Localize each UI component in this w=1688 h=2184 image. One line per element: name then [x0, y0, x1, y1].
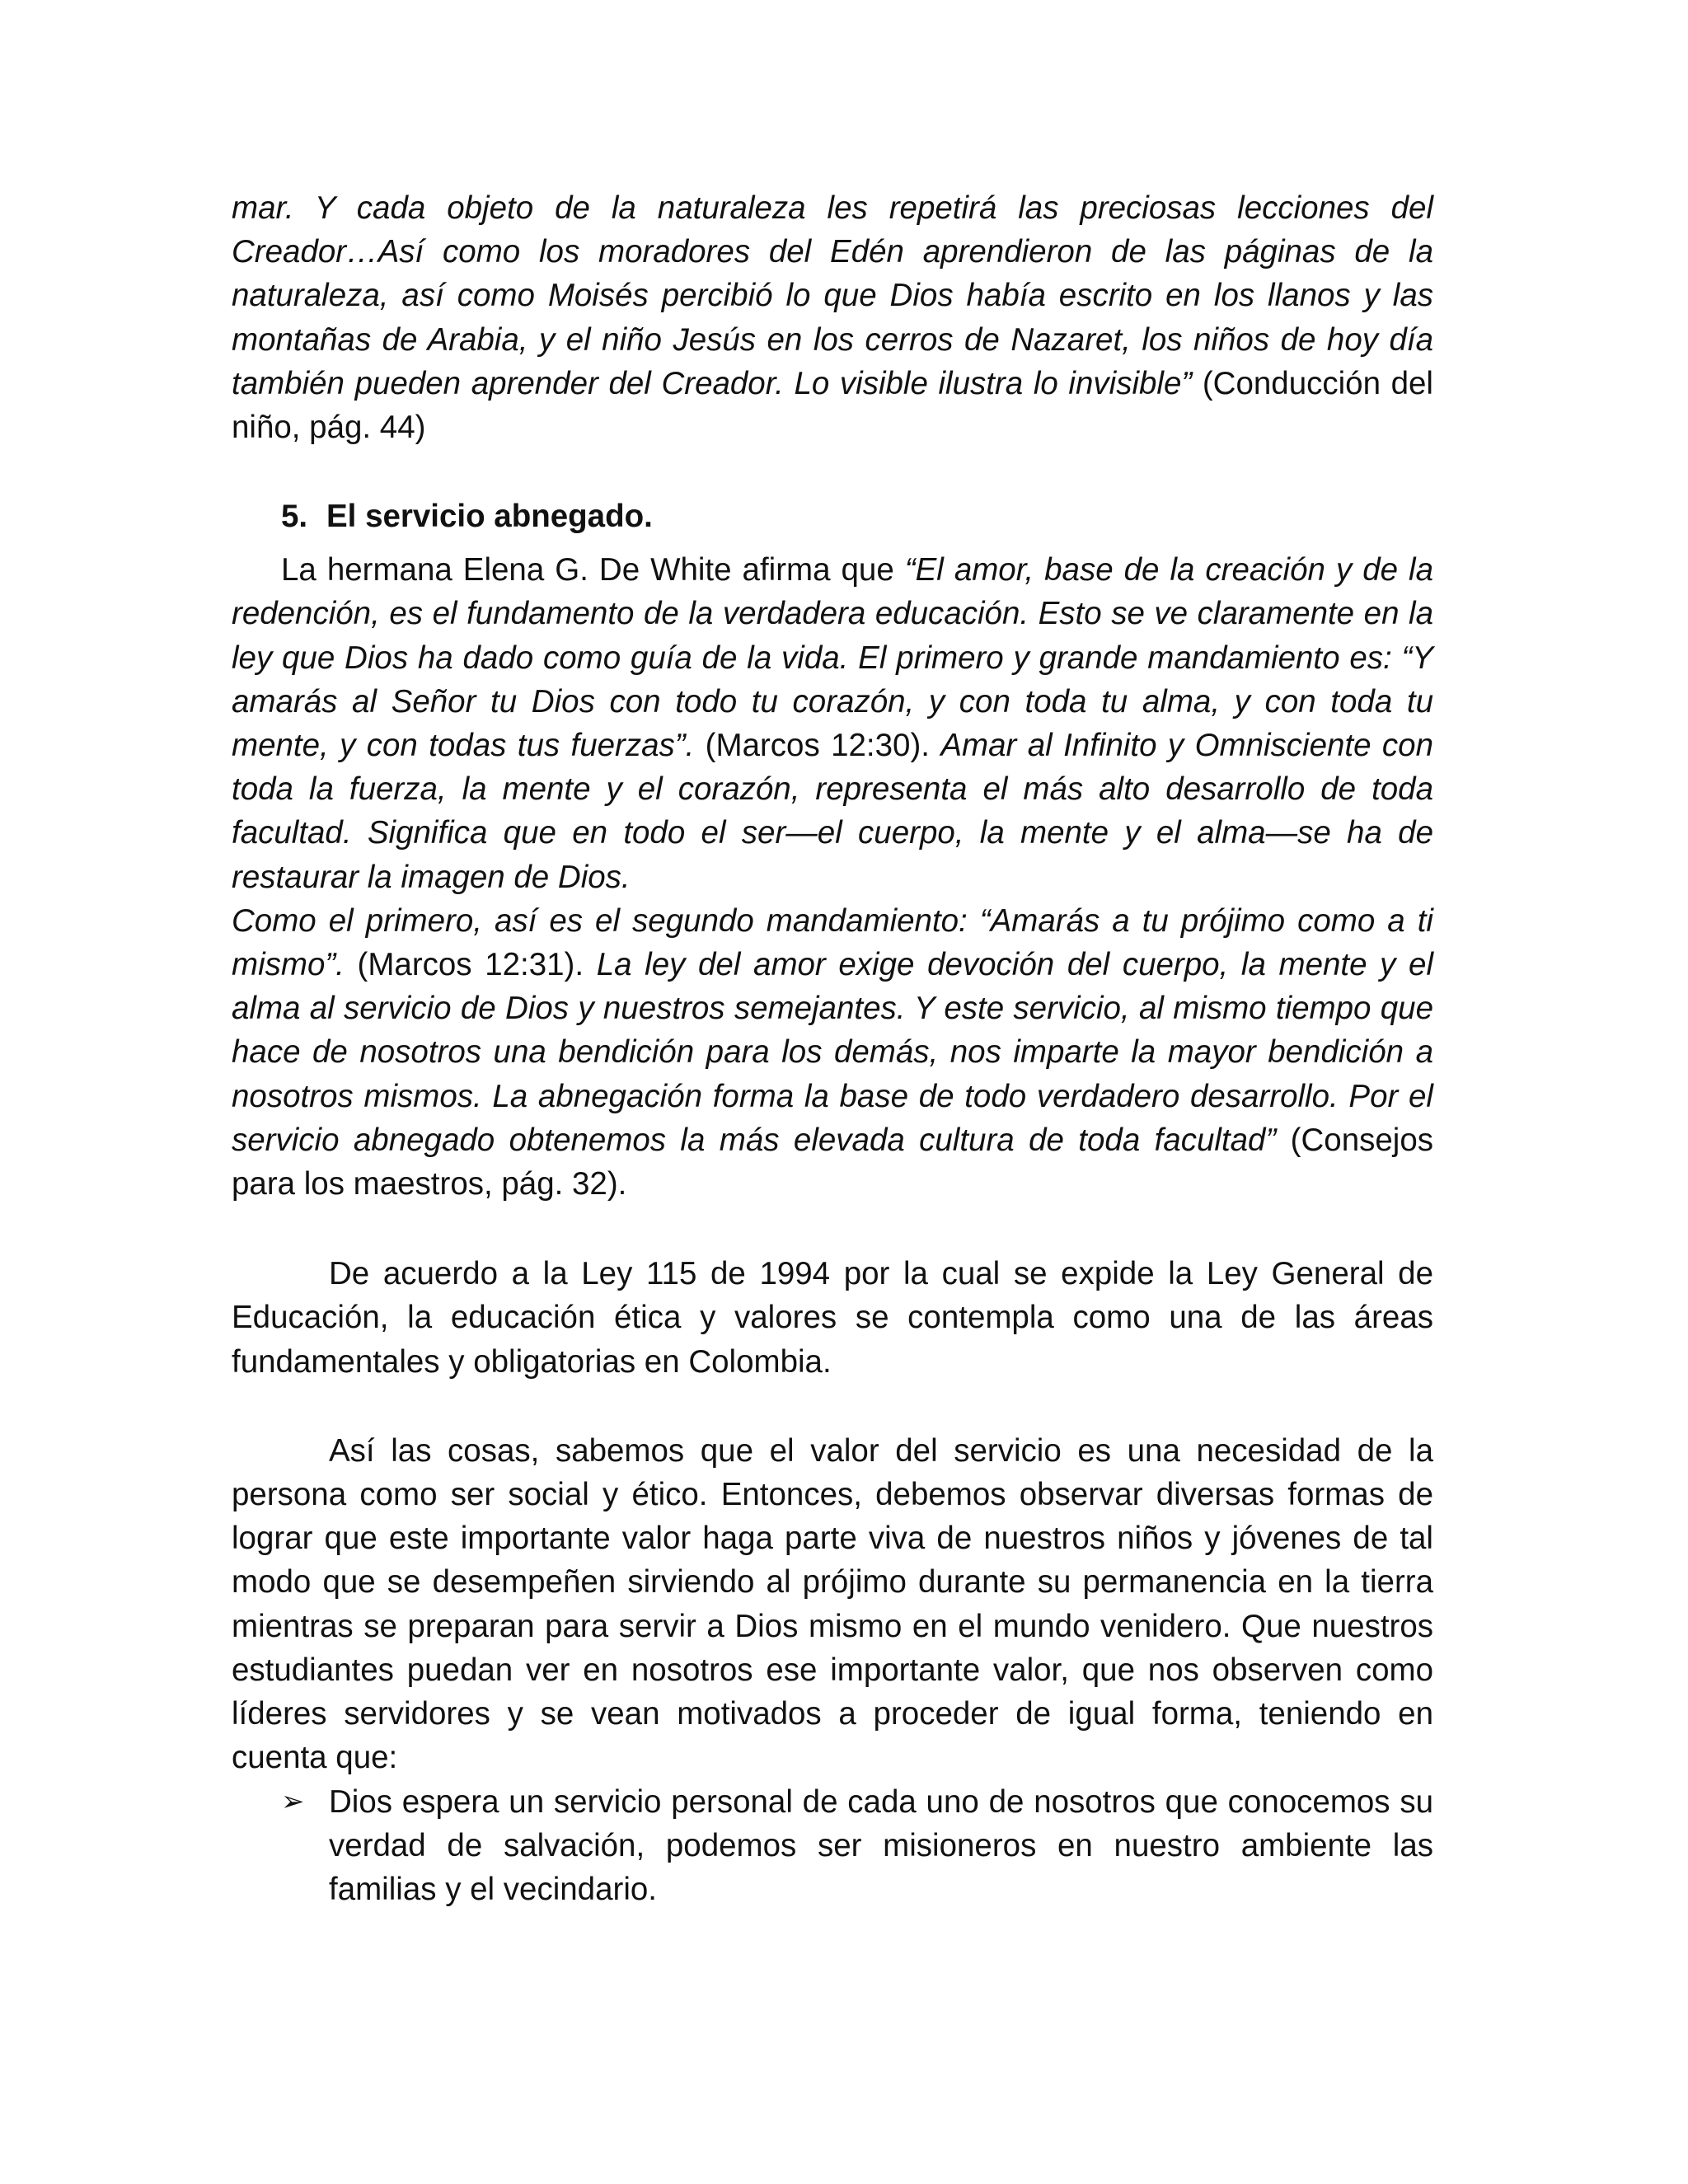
page-content [232, 186, 1433, 1911]
white-lead: La hermana Elena G. De White afirma que [281, 552, 905, 588]
list-item-text: Dios espera un servicio personal de cada uno de nosotros que conocemos su verdad de salvación, podemos ser misioneros en nuestro ambiente las familias y el vecindario. [329, 1783, 1433, 1907]
second-quote-2: La ley del amor exige devoción del cuerpo, la mente y el alma al servicio de Dios y nuestros semejantes. Y este servicio, al mismo tiempo que hace de nosotros una bendición para los demás, nos imparte la mayor bendición a nosotros mismos. La abnegación forma la base de todo verdadero desarrollo. Por el servicio abnegado obtenemos la más elevada cultura de toda facultad” [232, 947, 1433, 1158]
second-reference: (Marcos 12:31). [344, 947, 597, 983]
white-reference: (Marcos 12:30). [694, 728, 941, 764]
intro-quote: mar. Y cada objeto de la naturaleza les repetirá las preciosas lecciones del Creador…Así como los moradores del Edén aprendieron de las páginas de la naturaleza, así como Moisés percibió lo que Dios había escrito en los llanos y las montañas de Arabia, y el niño Jesús en los cerros de Nazaret, los niños de hoy día también pueden aprender del Creador. Lo visible ilustra lo invisible” [232, 190, 1433, 401]
section-heading [232, 494, 1433, 538]
intro-citation: (Conducción del niño, pág. 44) [232, 365, 1433, 446]
paragraph-intro [232, 186, 1433, 449]
white-quote-1: “El amor, base de la creación y de la redención, es el fundamento de la verdadera educación. Esto se ve claramente en la ley que Dios ha dado como guía de la vida. El primero y grande mandamiento es: “Y amarás al Señor tu Dios con todo tu corazón, y con toda tu alma, y con toda tu mente, y con todas tus fuerzas”. [232, 552, 1433, 764]
bullet-list [232, 1780, 1433, 1912]
second-quote-1: Como el primero, así es el segundo mandamiento: “Amarás a tu prójimo como a ti mismo”. [232, 902, 1433, 983]
paragraph-ley-115: De acuerdo a la Ley 115 de 1994 por la cual se expide la Ley General de Educación, la educación ética y valores se contempla como una de las áreas fundamentales y obligatorias en Colombia. [232, 1256, 1433, 1380]
arrow-bullet-icon: ➢ [281, 1785, 305, 1817]
paragraph-asi-las-cosas: Así las cosas, sabemos que el valor del servicio es una necesidad de la persona como ser social y ético. Entonces, debemos observar diversas formas de lograr que este importante valor haga parte viva de nuestros niños y jóvenes de tal modo que se desempeñen sirviendo al prójimo durante su permanencia en la tierra mientras se preparan para servir a Dios mismo en el mundo venidero. Que nuestros estudiantes puedan ver en nosotros ese importante valor, que nos observen como líderes servidores y se vean motivados a proceder de igual forma, teniendo en cuenta que: [232, 1432, 1433, 1776]
list-item [232, 1780, 1433, 1912]
paragraph-white [232, 548, 1433, 899]
section-number: 5. [281, 499, 308, 535]
paragraph-second-commandment [232, 899, 1433, 1206]
white-quote-2: Amar al Infinito y Omnisciente con toda la fuerza, la mente y el corazón, representa el más alto desarrollo de toda facultad. Significa que en todo el ser—el cuerpo, la mente y el alma—se ha de restaurar la imagen de Dios. [232, 728, 1433, 895]
second-citation: (Consejos para los maestros, pág. 32). [232, 1122, 1433, 1202]
section-title: El servicio abnegado. [326, 499, 653, 535]
